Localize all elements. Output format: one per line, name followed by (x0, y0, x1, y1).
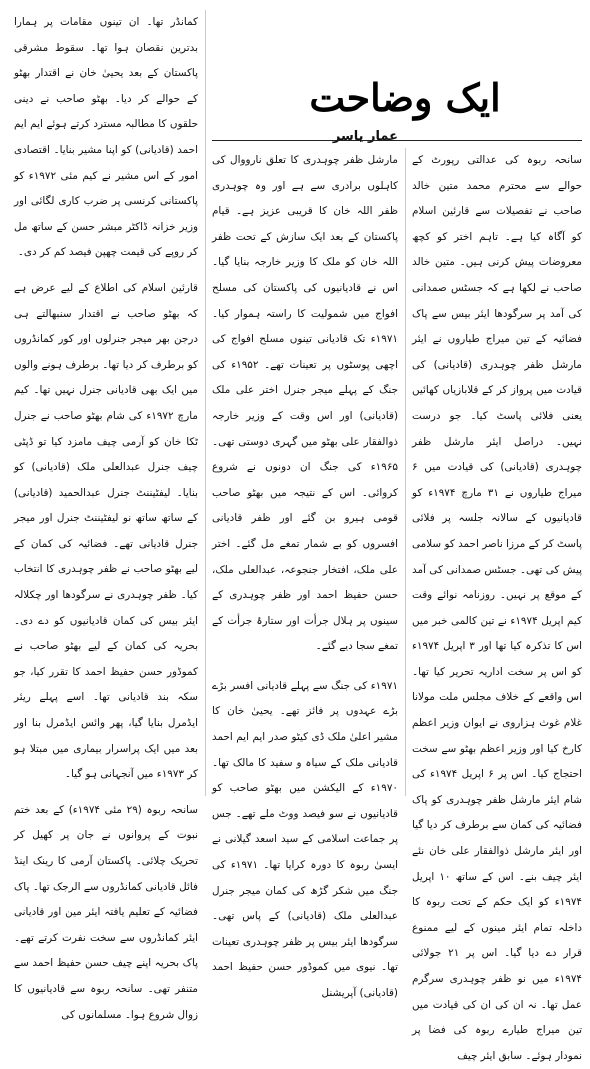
column-divider-right (405, 148, 406, 796)
article-title: ایک وضاحت (309, 75, 501, 120)
column-divider-left (205, 10, 206, 796)
text-column-middle (212, 148, 399, 999)
text-column-right (412, 148, 583, 1062)
paragraph: کمانڈر تھا۔ ان تینوں مقامات پر ہمارا بدترین نقصان ہوا تھا۔ سقوط مشرقی پاکستان کے بعد یحییٰ خان نے اقتدار بھٹو کے حوالے کر دیا۔ بھٹو صاحب نے دینی حلقوں کا مطالبہ مسترد کرتے ہوئے ایم ایم احمد (قادیانی) کو اپنا مشیر بنایا۔ اقتصادی امور کے اس مشیر نے کیم مئی ۱۹۷۲ء کو پاکستانی کرنسی پر ضرب کاری لگائی اور وزیر خزانہ ڈاکٹر مبشر حسن کے ساتھ مل کر روپے کی قیمت چھپن فیصد کم کر دی۔ (14, 16, 198, 259)
paragraph: سانحہ ربوہ (۲۹ مئی ۱۹۷۴ء) کے بعد ختم نبوت کے پروانوں نے جان پر کھیل کر تحریک چلائی۔ پاکستان آرمی کا رینک اینڈ فائل قادیانی کمانڈروں سے الرجک تھا۔ پاک فضائیہ کے تعلیم یافتہ ایئر مین اور قادیانی ایئر کمانڈروں سے سخت نفرت کرتے تھے۔ پاک بحریہ اپنے چیف حسن حفیظ احمد سے متنفر تھی۔ سانحہ ربوہ سے قادیانیوں کا زوال شروع ہوا۔ مسلمانوں کی (14, 803, 198, 1021)
title-rule (212, 140, 582, 141)
article-author: عمار یاسر (332, 129, 398, 144)
paragraph: قارئین اسلام کی اطلاع کے لیے عرض ہے کہ بھٹو صاحب نے اقتدار سنبھالتے ہی درجن بھر میجر جنرلوں اور کور کمانڈروں کو برطرف کر دیا تھا۔ برطرف ہونے والوں میں ایک بھی قادیانی جنرل نہیں تھا۔ کیم مارچ ۱۹۷۲ء کی شام بھٹو صاحب نے جنرل ٹکا خان کو آرمی چیف مامزد کیا تو ڈپٹی چیف جنرل عبدالعلی ملک (قادیانی) کو بنایا۔ لیفٹیننٹ جنرل عبدالحمید (قادیانی) کے ساتھ ساتھ نو لیفٹیننٹ جنرل اور میجر جنرل قادیانی تھے۔ فضائیہ کی کمان کے لیے بھٹو صاحب نے ظفر چوہدری کا انتخاب کیا۔ ظفر چوہدری نے سرگودھا اور چکلالہ ایئر بیس کی کمان قادیانیوں کو دے دی۔ بحریہ کی کمان کے لیے بھٹو صاحب نے کموڈور حسن حفیظ احمد کا تقرر کیا، جو سکہ بند قادیانی تھا۔ اسے پہلے ریئر ایڈمرل بنایا گیا، پھر وائس ایڈمرل بنا اور بعد میں ایک پراسرار بیماری میں مبتلا ہو کر ۱۹۷۳ء میں آنجہانی ہو گیا۔ (14, 281, 198, 781)
paragraph-gap (14, 788, 198, 798)
paragraph: مارشل ظفر چوہدری کا تعلق نارووال کی کاہلوں برادری سے ہے اور وہ چوہدری ظفر اللہ خان کا قریبی عزیز ہے۔ قیام پاکستان کے بعد ایک سازش کے تحت ظفر اللہ خان کو ملک کا وزیر خارجہ بنایا گیا۔ اس نے قادیانیوں کی پاکستان کی مسلح افواج میں شمولیت کا راستہ ہموار کیا۔ ۱۹۷۱ء تک قادیانی تینوں مسلح افواج کی اچھی پوسٹوں پر تعینات تھے۔ ۱۹۵۲ء کی جنگ کے پہلے میجر جنرل اختر علی ملک (قادیانی) اور اس وقت کے وزیر خارجہ ذوالفقار علی بھٹو میں گہری دوستی تھی۔ ۱۹۶۵ء کی جنگ ان دونوں نے شروع کروائی۔ اس کے نتیجہ میں بھٹو صاحب قومی ہیرو بن گئے اور ظفر قادیانی افسروں کو بے شمار تمغے مل گئے۔ اختر علی ملک، افتخار جنجوعہ، عبدالعلی ملک، حسن حفیظ احمد اور ظفر چوہدری کے سینوں پر ہلال جرأت اور ستارۂ جرأت کے تمغے سجا دیے گئے۔ (212, 154, 399, 653)
paragraph: سانحہ ربوہ کی عدالتی رپورٹ کے حوالے سے محترم محمد متین خالد صاحب نے تفصیلات سے قارئین اسلام کو آگاہ کیا ہے۔ تاہم اختر کو کچھ معروضات پیش کرنی ہیں۔ متین خالد صاحب نے لکھا ہے کہ جسٹس صمدانی کی آمد پر سرگودھا ایئر بیس سے پاک فضائیہ کے تین میراج طیاروں نے ایئر مارشل ظفر چوہدری (قادیانی) کی قیادت میں پرواز کر کے قلابازیاں کھائیں یعنی فلائی پاسٹ کیا۔ جو درست نہیں۔ دراصل ایئر مارشل ظفر چوہدری (قادیانی) کی قیادت میں ۶ میراج طیاروں نے ۳۱ مارچ ۱۹۷۴ء کو قادیانیوں کے سالانہ جلسہ پر فلائی پاسٹ کر کے مرزا ناصر احمد کو سلامی پیش کی تھی۔ جسٹس صمدانی کی آمد کے موقع پر نہیں۔ روزنامہ نوائے وقت کیم اپریل ۱۹۷۴ء نے تین کالمی خبر میں اس کا تذکرہ کیا تھا اور ۳ اپریل ۱۹۷۴ء کو اس پر سخت اداریہ تحریر کیا تھا۔ اس واقعے کے خلاف مجلس ملت مولانا غلام غوث ہزاروی نے ایوان وزیر اعظم کارخ کیا اور وزیر اعظم بھٹو سے سخت احتجاج کیا۔ اس پر ۶ اپریل ۱۹۷۴ء کی شام ایئر مارشل ظفر چوہدری کو پاک فضائیہ کی کمان سے برطرف کر دیا گیا اور ایئر مارشل ذوالفقار علی خان نئے ایئر چیف بنے۔ اس کے ساتھ ۱۰ اپریل ۱۹۷۴ء کو ایک حکم کے تحت ربوہ کا داخلہ تمام ایئر مینوں کے لیے ممنوع قرار دے دیا گیا۔ اس پر ۲۱ جولائی ۱۹۷۴ء میں نو ظفر چوہدری سرگرم عمل تھا۔ نہ ان کی ان کی قیادت میں تین میراج طیارے ربوہ کی فضا پر نمودار ہوئے۔ سابق ایئر چیف (412, 154, 583, 1062)
paragraph-gap (14, 266, 198, 276)
text-column-left (14, 10, 198, 1021)
paragraph: ۱۹۷۱ء کی جنگ سے پہلے قادیانی افسر بڑے بڑے عہدوں پر فائز تھے۔ یحییٰ خان کا مشیر اعلیٰ ملک ڈی کیٹو صدر ایم ایم احمد قادیانی ملک کے سیاہ و سفید کا مالک تھا۔ ۱۹۷۰ء کے الیکشن میں بھٹو صاحب کو قادیانیوں نے سو فیصد ووٹ ملے تھے۔ جس پر جماعت اسلامی کے سید اسعد گیلانی نے ایسیٰ ربوہ کا دورہ کرایا تھا۔ ۱۹۷۱ء کی جنگ میں شکر گڑھ کی کمان میجر جنرل عبدالعلی ملک (قادیانی) کے پاس تھی۔ سرگودھا ایئر بیس پر ظفر چوہدری تعینات تھا۔ نیوی میں کموڈور حسن حفیظ احمد (قادیانی) آپریشنل (212, 679, 398, 999)
paragraph-gap (212, 660, 398, 674)
